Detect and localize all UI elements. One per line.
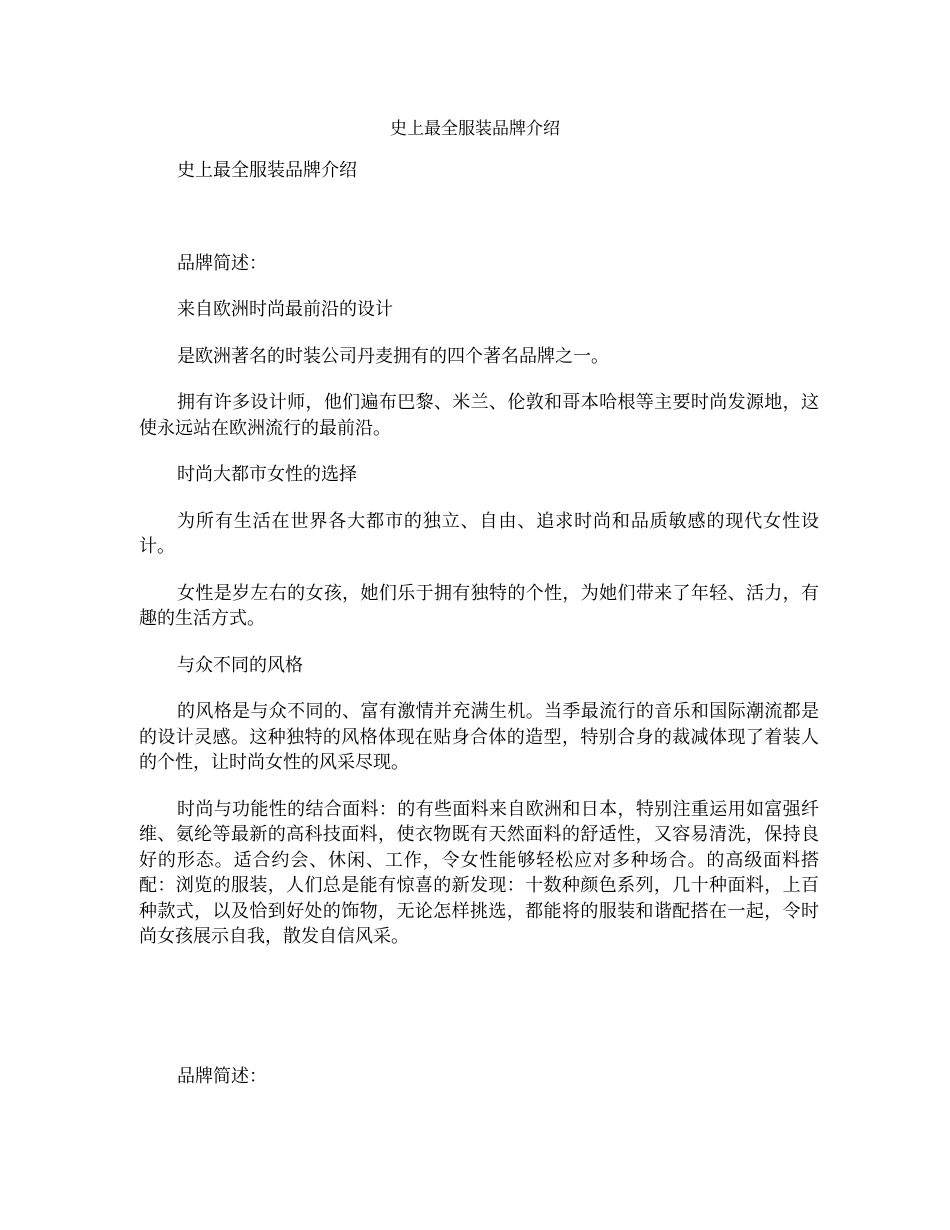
document-body (139, 158, 819, 1110)
body-paragraph: 是欧洲著名的时装公司丹麦拥有的四个著名品牌之一。 (177, 345, 609, 367)
section-heading: 与众不同的风格 (177, 654, 303, 676)
blank-space (139, 971, 819, 1064)
body-paragraph: 时尚与功能性的结合面料：的有些面料来自欧洲和日本，特别注重运用如富强纤维、氨纶等最新的高科技面料，使衣物既有天然面料的舒适性，又容易清洗，保持良好的形态。适合约会、休闲、工作，令女性能够轻松应对多种场合。的高级面料搭配：浏览的服装，人们总是能有惊喜的新发现：十数种颜色系列，几十种面料，上百种款式，以及恰到好处的饰物，无论怎样挑选，都能将的服装和谐配搭在一起，令时尚女孩展示自我，散发自信风采。 (139, 798, 819, 947)
section-heading: 来自欧洲时尚最前沿的设计 (177, 299, 393, 320)
section-label: 品牌简述： (177, 252, 267, 274)
body-paragraph: 的风格是与众不同的、富有激情并充满生机。当季最流行的音乐和国际潮流都是的设计灵感。这种独特的风格体现在贴身合体的造型，特别合身的裁减体现了着装人的个性，让时尚女性的风采尽现。 (139, 701, 819, 773)
body-paragraph: 为所有生活在世界各大都市的独立、自由、追求时尚和品质敏感的现代女性设计。 (139, 510, 819, 557)
body-paragraph: 女性是岁左右的女孩，她们乐于拥有独特的个性，为她们带来了年轻、活力，有趣的生活方式。 (139, 582, 819, 629)
section-label: 品牌简述： (177, 1065, 267, 1087)
page-title: 史上最全服装品牌介绍 (390, 119, 560, 139)
document-heading: 史上最全服装品牌介绍 (177, 160, 357, 181)
section-heading: 时尚大都市女性的选择 (177, 464, 357, 485)
blank-space (139, 205, 819, 251)
body-paragraph: 拥有许多设计师，他们遍布巴黎、米兰、伦敦和哥本哈根等主要时尚发源地，这使永远站在欧洲流行的最前沿。 (139, 392, 819, 439)
